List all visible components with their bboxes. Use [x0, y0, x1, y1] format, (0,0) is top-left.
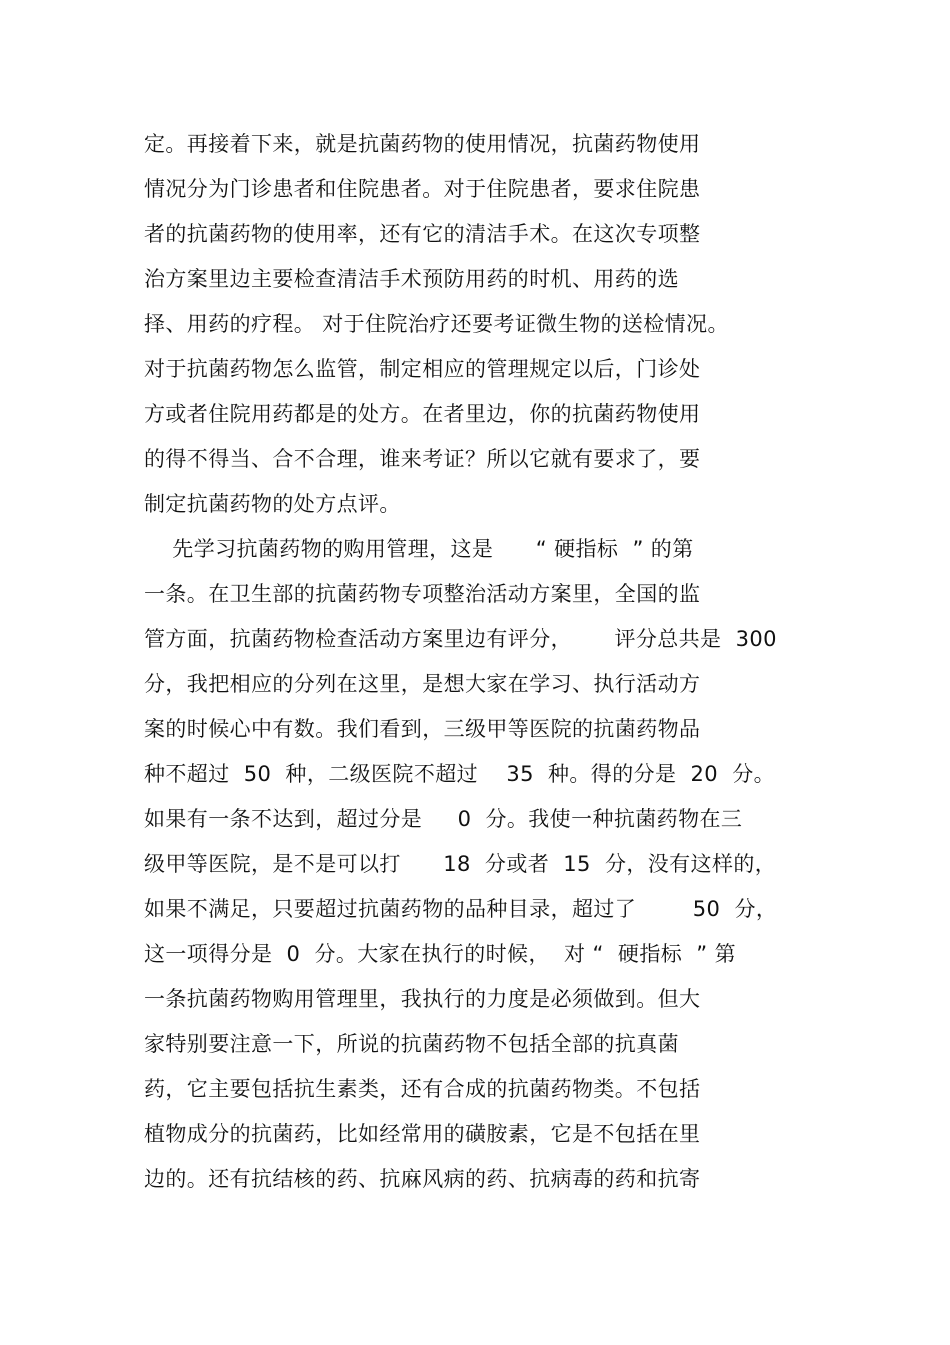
text-line: 如果有一条不达到，超过分是 0 分。我使一种抗菌药物在三	[144, 807, 743, 831]
text-line: 者的抗菌药物的使用率，还有它的清洁手术。在这次专项整	[144, 222, 701, 246]
text-line: 定。再接着下来，就是抗菌药物的使用情况，抗菌药物使用	[144, 132, 701, 156]
text-line: 的得不得当、合不合理，谁来考证？所以它就有要求了，要	[144, 447, 701, 471]
text-line: 一条抗菌药物购用管理里，我执行的力度是必须做到。但大	[144, 987, 701, 1011]
text-line: 如果不满足，只要超过抗菌药物的品种目录，超过了 50 分，	[144, 897, 778, 921]
text-line: 对于抗菌药物怎么监管，制定相应的管理规定以后，门诊处	[144, 357, 701, 381]
text-line: 分，我把相应的分列在这里，是想大家在学习、执行活动方	[144, 672, 701, 696]
text-line: 择、用药的疗程。 对于住院治疗还要考证微生物的送检情况。	[144, 312, 729, 336]
text-line: 管方面，抗菌药物检查活动方案里边有评分， 评分总共是 300	[144, 627, 777, 651]
text-line: 制定抗菌药物的处方点评。	[144, 492, 401, 516]
text-line: 家特别要注意一下，所说的抗菌药物不包括全部的抗真菌	[144, 1032, 679, 1056]
text-line: 案的时候心中有数。我们看到，三级甲等医院的抗菌药物品	[144, 717, 701, 741]
text-line: 先学习抗菌药物的购用管理，这是 “ 硬指标 ” 的第	[144, 537, 694, 561]
text-line: 植物成分的抗菌药，比如经常用的磺胺素，它是不包括在里	[144, 1122, 701, 1146]
text-line: 情况分为门诊患者和住院患者。对于住院患者，要求住院患	[144, 177, 701, 201]
text-line: 种不超过 50 种，二级医院不超过 35 种。得的分是 20 分。	[144, 762, 776, 786]
text-line: 药，它主要包括抗生素类，还有合成的抗菌药物类。不包括	[144, 1077, 701, 1101]
text-line: 方或者住院用药都是的处方。在者里边，你的抗菌药物使用	[144, 402, 701, 426]
text-line: 这一项得分是 0 分。大家在执行的时候， 对 “ 硬指标 ” 第	[144, 942, 737, 966]
text-line: 一条。在卫生部的抗菌药物专项整治活动方案里，全国的监	[144, 582, 701, 606]
text-line: 级甲等医院，是不是可以打 18 分或者 15 分，没有这样的，	[144, 852, 777, 876]
text-line: 边的。还有抗结核的药、抗麻风病的药、抗病毒的药和抗寄	[144, 1167, 701, 1191]
text-line: 治方案里边主要检查清洁手术预防用药的时机、用药的选	[144, 267, 679, 291]
